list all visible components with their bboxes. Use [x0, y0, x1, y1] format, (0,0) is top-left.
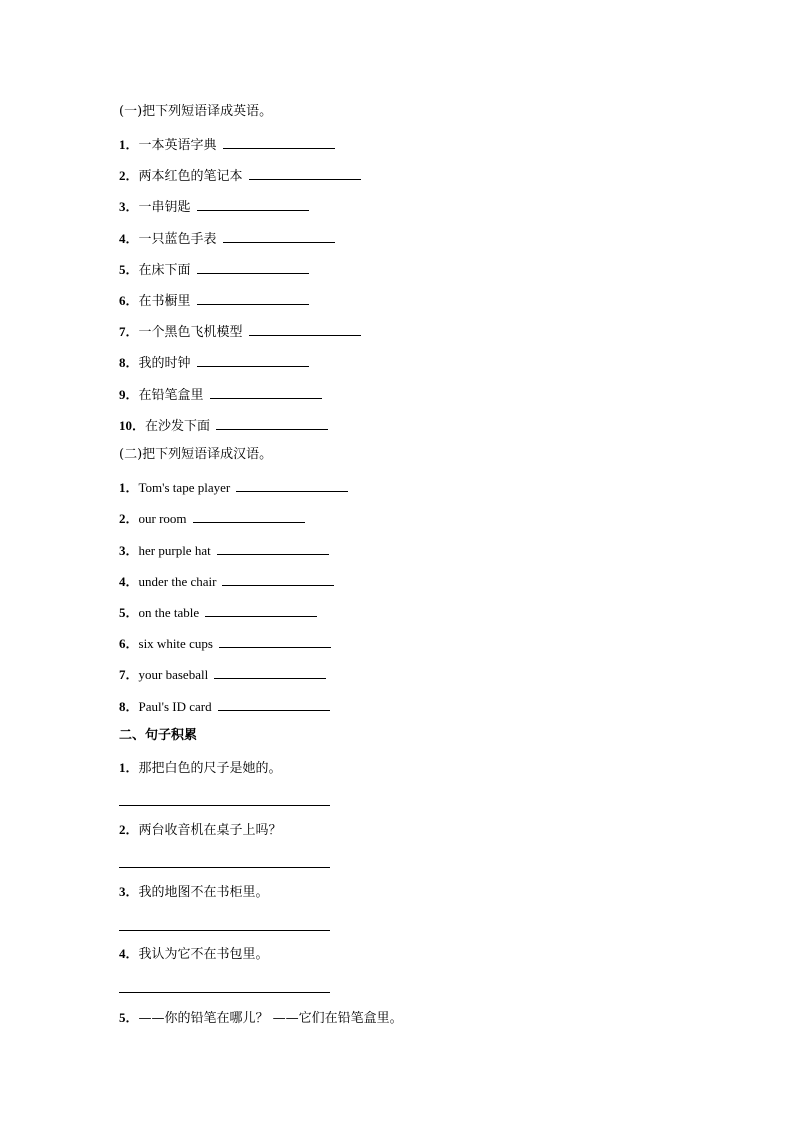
list-item: 4．一只蓝色手表	[119, 229, 335, 248]
answer-blank[interactable]	[219, 634, 331, 648]
answer-blank[interactable]	[217, 541, 329, 555]
answer-blank[interactable]	[223, 229, 335, 243]
list-item: 7．一个黑色飞机模型	[119, 322, 361, 341]
answer-blank[interactable]	[197, 197, 309, 211]
answer-blank[interactable]	[216, 416, 328, 430]
list-item: 6．six white cups	[119, 634, 331, 652]
list-item: 4．我认为它不在书包里。	[119, 946, 269, 962]
list-item: 5．on the table	[119, 603, 317, 621]
section1-heading: (一)把下列短语译成英语。	[119, 104, 273, 119]
list-item: 8．我的时钟	[119, 353, 309, 372]
answer-blank[interactable]	[249, 166, 361, 180]
answer-blank[interactable]	[205, 603, 317, 617]
list-item: 3．一串钥匙	[119, 197, 309, 216]
answer-blank[interactable]	[223, 135, 335, 149]
answer-line[interactable]	[119, 867, 330, 868]
list-item: 3．her purple hat	[119, 541, 329, 559]
list-item: 3．我的地图不在书柜里。	[119, 884, 269, 900]
answer-blank[interactable]	[210, 385, 322, 399]
answer-blank[interactable]	[197, 353, 309, 367]
list-item: 2．两本红色的笔记本	[119, 166, 361, 185]
answer-line[interactable]	[119, 992, 330, 993]
answer-blank[interactable]	[218, 697, 330, 711]
list-item: 7．your baseball	[119, 665, 326, 683]
list-item: 4．under the chair	[119, 572, 334, 590]
section3-heading: 二、句子积累	[119, 728, 198, 743]
answer-blank[interactable]	[197, 260, 309, 274]
list-item: 8．Paul's ID card	[119, 697, 330, 715]
list-item: 9．在铅笔盒里	[119, 385, 322, 404]
list-item: 10．在沙发下面	[119, 416, 328, 435]
list-item: 2．our room	[119, 509, 305, 527]
list-item: 5．在床下面	[119, 260, 309, 279]
answer-line[interactable]	[119, 930, 330, 931]
list-item: 5．——你的铅笔在哪儿？ ——它们在铅笔盒里。	[119, 1010, 403, 1026]
list-item: 6．在书橱里	[119, 291, 309, 310]
answer-blank[interactable]	[197, 291, 309, 305]
list-item: 1．那把白色的尺子是她的。	[119, 760, 282, 776]
answer-blank[interactable]	[222, 572, 334, 586]
answer-blank[interactable]	[249, 322, 361, 336]
answer-blank[interactable]	[236, 478, 348, 492]
list-item: 1．Tom's tape player	[119, 478, 348, 496]
answer-line[interactable]	[119, 805, 330, 806]
section2-heading: (二)把下列短语译成汉语。	[119, 447, 273, 462]
answer-blank[interactable]	[214, 665, 326, 679]
list-item: 2．两台收音机在桌子上吗？	[119, 822, 282, 838]
answer-blank[interactable]	[193, 509, 305, 523]
list-item: 1．一本英语字典	[119, 135, 335, 154]
